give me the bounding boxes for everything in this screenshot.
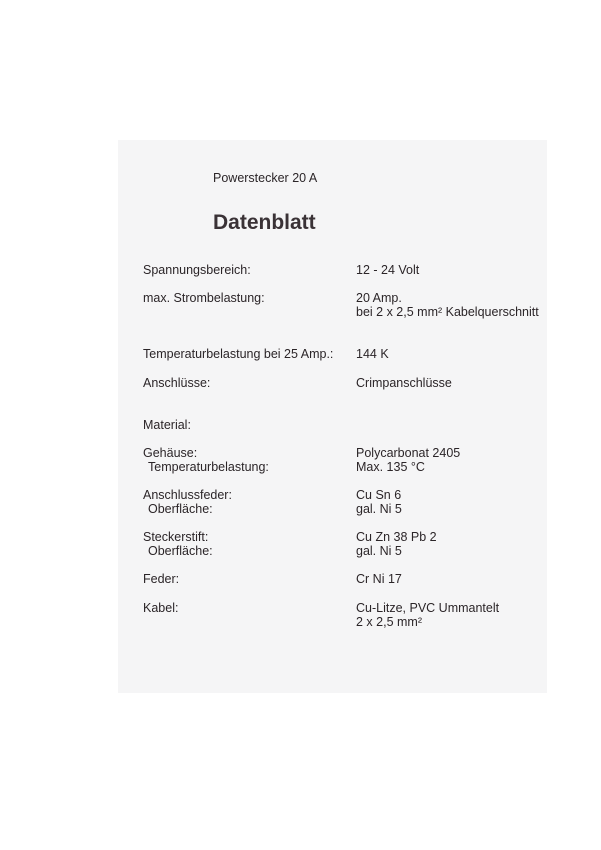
pin-surface-value: gal. Ni 5 [356,544,402,558]
temperature-label: Temperaturbelastung bei 25 Amp.: [143,347,334,361]
current-label: max. Strombelastung: [143,291,265,305]
voltage-value: 12 - 24 Volt [356,263,420,277]
pin-value: Cu Zn 38 Pb 2 [356,530,437,544]
spring-surface-label: Oberfläche: [148,502,213,516]
current-value: 20 Amp. [356,291,402,305]
voltage-label: Spannungsbereich: [143,263,251,277]
spring-value: Cu Sn 6 [356,488,402,502]
housing-label: Gehäuse: [143,446,198,460]
product-name: Powerstecker 20 A [213,171,318,185]
connections-label: Anschlüsse: [143,376,211,390]
housing-temp-label: Temperaturbelastung: [148,460,269,474]
connections-value: Crimpanschlüsse [356,376,452,390]
cable-label: Kabel: [143,601,179,615]
spring-surface-value: gal. Ni 5 [356,502,402,516]
pin-label: Steckerstift: [143,530,209,544]
housing-temp-value: Max. 135 °C [356,460,425,474]
pin-surface-label: Oberfläche: [148,544,213,558]
material-heading: Material: [143,418,191,432]
temperature-value: 144 K [356,347,389,361]
feder-label: Feder: [143,572,180,586]
spring-label: Anschlussfeder: [143,488,232,502]
current-note: bei 2 x 2,5 mm² Kabelquerschnitt [356,305,539,319]
feder-value: Cr Ni 17 [356,572,402,586]
housing-value: Polycarbonat 2405 [356,446,461,460]
cable-note: 2 x 2,5 mm² [356,615,422,629]
cable-value: Cu-Litze, PVC Ummantelt [356,601,500,615]
document-title: Datenblatt [213,211,316,234]
